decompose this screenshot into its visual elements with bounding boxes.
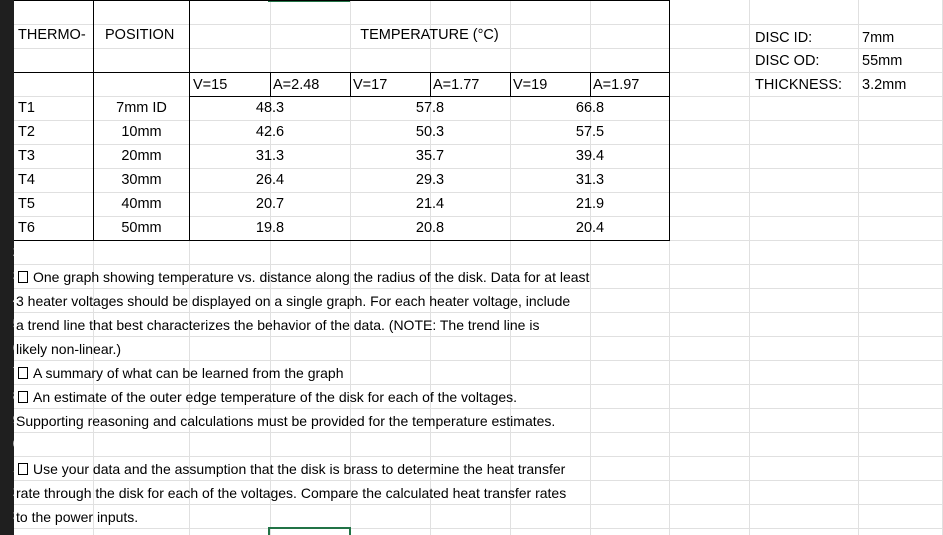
row-number[interactable] [0, 240, 14, 264]
thermo-label[interactable]: T4 [18, 172, 35, 188]
checkbox-icon [18, 271, 28, 283]
header-thermo[interactable]: THERMO- [18, 27, 86, 43]
temp-cell-v17[interactable]: 29.3 [415, 172, 445, 188]
position-cell[interactable]: 30mm [121, 172, 162, 188]
temp-cell-v19[interactable]: 20.4 [575, 220, 605, 236]
temp-cell-v17[interactable]: 50.3 [415, 124, 445, 140]
position-cell[interactable]: 50mm [121, 220, 162, 236]
position-cell[interactable]: 40mm [121, 196, 162, 212]
subheader-cell[interactable]: V=17 [353, 77, 388, 93]
temp-cell-v19[interactable]: 21.9 [575, 196, 605, 212]
row-number[interactable] [0, 336, 14, 360]
temp-cell-v19[interactable]: 31.3 [575, 172, 605, 188]
note-line[interactable]: a trend line that best characterizes the behavior of the data. (NOTE: The trend line is [16, 317, 540, 333]
position-cell[interactable]: 10mm [121, 124, 162, 140]
row-number[interactable] [0, 504, 14, 528]
active-cell-selection-right [349, 527, 351, 535]
row-number[interactable] [0, 360, 14, 384]
temp-cell-v19[interactable]: 66.8 [575, 100, 605, 116]
temp-cell-v19[interactable]: 57.5 [575, 124, 605, 140]
checkbox-icon [18, 367, 28, 379]
subheader-cell[interactable]: A=1.97 [593, 77, 640, 93]
temp-cell-v15[interactable]: 19.8 [255, 220, 285, 236]
active-cell-selection-left [268, 527, 270, 535]
checkbox-icon [18, 463, 28, 475]
note-line[interactable]: Use your data and the assumption that the disk is brass to determine the heat transfer [16, 457, 565, 481]
subheader-cell[interactable]: A=1.77 [433, 77, 480, 93]
thermo-label[interactable]: T5 [18, 196, 35, 212]
row-number[interactable] [0, 432, 14, 456]
disc-od-label[interactable]: DISC OD: [755, 53, 820, 69]
note-line[interactable]: to the power inputs. [16, 509, 139, 525]
disc-id-label[interactable]: DISC ID: [755, 30, 813, 46]
thermo-label[interactable]: T6 [18, 220, 35, 236]
temp-cell-v19[interactable]: 39.4 [575, 148, 605, 164]
thermo-label[interactable]: T2 [18, 124, 35, 140]
temp-cell-v15[interactable]: 48.3 [255, 100, 285, 116]
note-line[interactable]: likely non-linear.) [16, 341, 122, 357]
subheader-cell[interactable]: A=2.48 [273, 77, 320, 93]
thermo-label[interactable]: T1 [18, 100, 35, 116]
position-cell[interactable]: 7mm ID [116, 100, 167, 116]
thickness-value[interactable]: 3.2mm [862, 77, 907, 93]
position-cell[interactable]: 20mm [121, 148, 162, 164]
temp-cell-v15[interactable]: 26.4 [255, 172, 285, 188]
temp-cell-v17[interactable]: 35.7 [415, 148, 445, 164]
row-number[interactable] [0, 288, 14, 312]
note-line[interactable]: A summary of what can be learned from the graph [16, 361, 344, 385]
row-number[interactable] [0, 384, 14, 408]
temp-cell-v15[interactable]: 42.6 [255, 124, 285, 140]
active-cell-selection[interactable] [268, 527, 351, 529]
row-number[interactable] [0, 456, 14, 480]
subheader-cell[interactable]: V=19 [513, 77, 548, 93]
note-line[interactable]: rate through the disk for each of the voltages. Compare the calculated heat transfer rates [16, 485, 567, 501]
row-number[interactable] [0, 264, 14, 288]
row-number[interactable] [0, 480, 14, 504]
row-number[interactable] [0, 408, 14, 432]
header-temperature[interactable]: TEMPERATURE (°C) [360, 27, 499, 43]
temp-cell-v17[interactable]: 57.8 [415, 100, 445, 116]
thickness-label[interactable]: THICKNESS: [755, 77, 843, 93]
note-line[interactable]: One graph showing temperature vs. distance along the radius of the disk. Data for at least [16, 265, 589, 289]
subheader-cell[interactable]: V=15 [193, 77, 228, 93]
temp-cell-v17[interactable]: 20.8 [415, 220, 445, 236]
temp-cell-v15[interactable]: 20.7 [255, 196, 285, 212]
temp-cell-v17[interactable]: 21.4 [415, 196, 445, 212]
note-line[interactable]: An estimate of the outer edge temperature of the disk for each of the voltages. [16, 385, 517, 409]
thermo-label[interactable]: T3 [18, 148, 35, 164]
note-line[interactable]: Supporting reasoning and calculations must be provided for the temperature estimates. [16, 413, 556, 429]
disc-od-value[interactable]: 55mm [862, 53, 903, 69]
note-line[interactable]: 3 heater voltages should be displayed on a single graph. For each heater voltage, include [16, 293, 571, 309]
header-position[interactable]: POSITION [105, 27, 175, 43]
temp-cell-v15[interactable]: 31.3 [255, 148, 285, 164]
checkbox-icon [18, 391, 28, 403]
disc-id-value[interactable]: 7mm [862, 30, 895, 46]
row-number[interactable] [0, 312, 14, 336]
